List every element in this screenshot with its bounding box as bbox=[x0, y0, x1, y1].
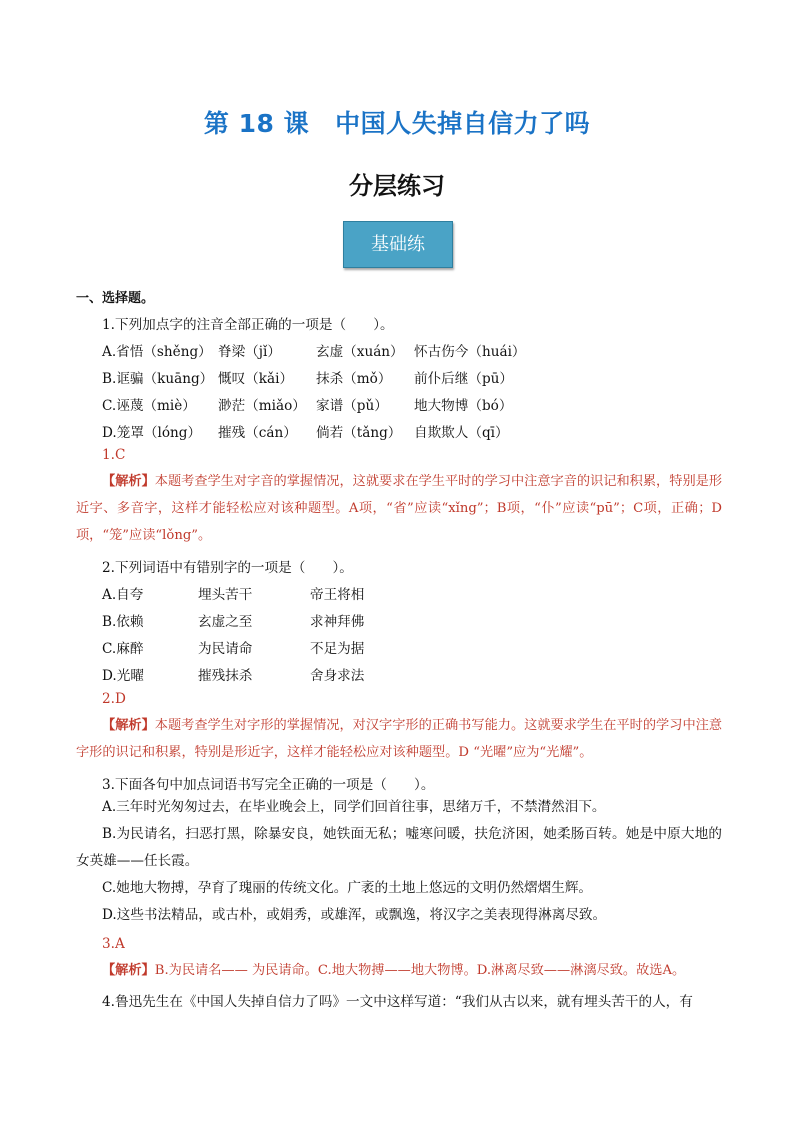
question-3-analysis bbox=[76, 957, 722, 984]
lesson-number: 第 18 课 bbox=[203, 109, 310, 138]
question-1-answer: 1.C bbox=[102, 447, 126, 463]
q1-option-c-3: 家谱（pǔ） bbox=[316, 398, 388, 414]
q1-option-b-1: B.诓骗（kuāng） bbox=[102, 371, 214, 387]
section-heading: 一、选择题。 bbox=[76, 291, 155, 306]
q1-option-c-4: 地大物博（bó） bbox=[414, 398, 513, 414]
question-3-answer: 3.A bbox=[102, 936, 125, 952]
analysis-text: 本题考查学生对字音的掌握情况，这就要求在学生平时的学习中注意字音的识记和积累，特别是形近字、多音字，这样才能轻松应对该种题型。A项，“省”应读“xǐng”；B项，“仆”应读“pū”；C项，正确；D项，“笼”应读“lǒng”。 bbox=[76, 474, 723, 543]
q1-option-c-2: 渺茫（miǎo） bbox=[218, 398, 306, 414]
analysis-text: 本题考查学生对字形的掌握情况，对汉字字形的正确书写能力。这就要求学生在平时的学习中注意字形的识记和积累，特别是形近字，这样才能轻松应对该种题型。D “光曜”应为“光耀”。 bbox=[76, 718, 723, 760]
q1-option-d-4: 自欺欺人（qī） bbox=[414, 425, 509, 441]
analysis-tag: 【解析】 bbox=[102, 718, 155, 733]
q2-option-d-3: 舍身求法 bbox=[310, 668, 365, 684]
q3-option-d: D.这些书法精品，或古朴，或娟秀，或雄浑，或飘逸，将汉字之美表现得淋离尽致。 bbox=[102, 907, 607, 923]
q2-option-c-3: 不足为据 bbox=[310, 641, 365, 657]
q1-option-d-1: D.笼罩（lóng） bbox=[102, 425, 202, 441]
q2-option-c-1: C.麻醉 bbox=[102, 641, 144, 657]
question-4-stem: 4.鲁迅先生在《中国人失掉自信力了吗》一文中这样写道：“我们从古以来，就有埋头苦干的人，有 bbox=[102, 994, 693, 1010]
q1-option-a-3: 玄虚（xuán） bbox=[316, 344, 404, 360]
level-badge: 基础练 bbox=[343, 221, 453, 268]
question-1-stem: 1.下列加点字的注音全部正确的一项是（ ）。 bbox=[102, 317, 394, 333]
q2-option-a-2: 埋头苦干 bbox=[198, 587, 253, 603]
q2-option-c-2: 为民请命 bbox=[198, 641, 253, 657]
q1-option-b-3: 抹杀（mǒ） bbox=[316, 371, 392, 387]
lesson-name: 中国人失掉自信力了吗 bbox=[335, 109, 591, 138]
q2-option-b-2: 玄虚之至 bbox=[198, 614, 253, 630]
analysis-tag: 【解析】 bbox=[102, 474, 155, 489]
q1-option-a-1: A.省悟（shěng） bbox=[102, 344, 212, 360]
question-3-stem: 3.下面各句中加点词语书写完全正确的一项是（ ）。 bbox=[102, 777, 435, 793]
q2-option-a-1: A.自夸 bbox=[102, 587, 144, 603]
lesson-title bbox=[0, 104, 794, 140]
question-2-stem: 2.下列词语中有错别字的一项是（ ）。 bbox=[102, 560, 353, 576]
question-1-analysis bbox=[76, 468, 722, 549]
q3-option-c: C.她地大物搏，孕育了瑰丽的传统文化。广袤的土地上悠远的文明仍然熠熠生辉。 bbox=[102, 880, 593, 896]
analysis-text: B.为民请名—— 为民请命。C.地大物搏——地大物博。D.淋离尽致——淋漓尽致。故选A。 bbox=[154, 963, 686, 978]
q2-option-d-2: 摧残抹杀 bbox=[198, 668, 253, 684]
q1-option-b-4: 前仆后继（pū） bbox=[414, 371, 514, 387]
q3-option-b: B.为民请名，扫恶打黑，除暴安良，她铁面无私；嘘寒问暖，扶危济困，她柔肠百转。她是中原大地的女英雄——任长霞。 bbox=[76, 826, 722, 869]
q1-option-c-1: C.诬蔑（miè） bbox=[102, 398, 196, 414]
q1-option-a-4: 怀古伤今（huái） bbox=[414, 344, 526, 360]
q3-option-a: A.三年时光匆匆过去，在毕业晚会上，同学们回首往事，思绪万千，不禁潸然泪下。 bbox=[102, 799, 606, 815]
analysis-tag: 【解析】 bbox=[102, 963, 155, 978]
page-subtitle: 分层练习 bbox=[349, 171, 445, 200]
q1-option-d-2: 摧残（cán） bbox=[218, 425, 297, 441]
q2-option-b-1: B.依赖 bbox=[102, 614, 144, 630]
q1-option-b-2: 慨叹（kǎi） bbox=[218, 371, 294, 387]
question-2-analysis bbox=[76, 712, 722, 766]
q2-option-d-1: D.光曜 bbox=[102, 668, 144, 684]
q1-option-d-3: 倘若（tǎng） bbox=[316, 425, 402, 441]
q2-option-a-3: 帝王将相 bbox=[310, 587, 365, 603]
q2-option-b-3: 求神拜佛 bbox=[310, 614, 365, 630]
q1-option-a-2: 脊梁（jǐ） bbox=[218, 344, 281, 360]
question-2-answer: 2.D bbox=[102, 691, 126, 707]
